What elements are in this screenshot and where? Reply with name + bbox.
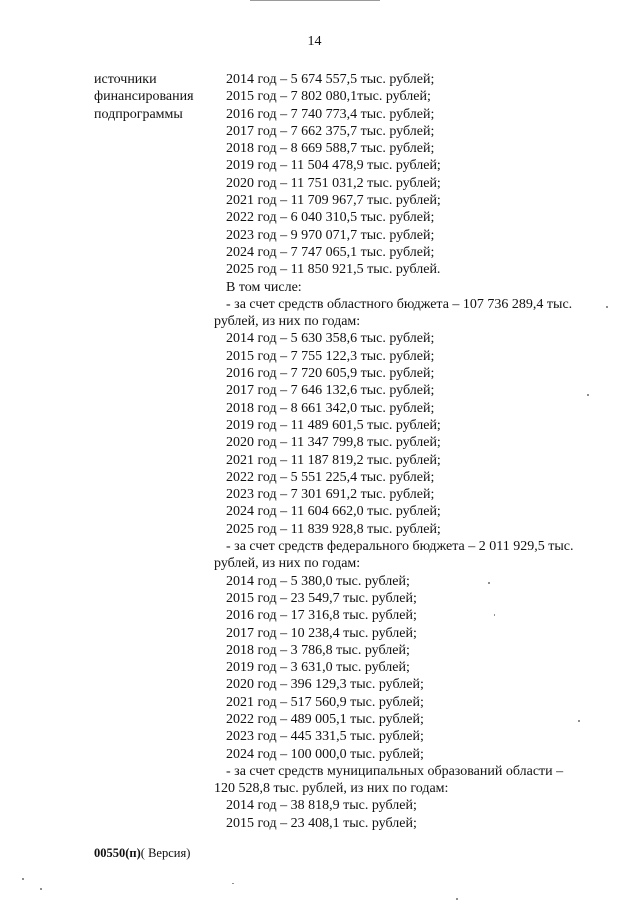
scan-speck [22, 878, 24, 880]
regional-year-line: 2018 год – 8 661 342,0 тыс. рублей; [226, 400, 435, 416]
scan-speck [578, 720, 580, 722]
funding-content [214, 71, 600, 832]
regional-budget-heading-cont: рублей, из них по годам: [214, 314, 361, 330]
regional-year-line: 2015 год – 7 755 122,3 тыс. рублей; [226, 348, 435, 364]
total-year-line: 2022 год – 6 040 310,5 тыс. рублей; [226, 210, 435, 226]
federal-year-line: 2023 год – 445 331,5 тыс. рублей; [226, 729, 424, 745]
regional-year-line: 2021 год – 11 187 819,2 тыс. рублей; [226, 452, 441, 468]
federal-year-line: 2021 год – 517 560,9 тыс. рублей; [226, 694, 424, 710]
page-number: 14 [307, 34, 322, 49]
regional-year-line: 2017 год – 7 646 132,6 тыс. рублей; [226, 383, 435, 399]
document-footer [94, 846, 190, 861]
regional-year-line: 2016 год – 7 720 605,9 тыс. рублей; [226, 366, 435, 382]
federal-year-line: 2016 год – 17 316,8 тыс. рублей; [226, 608, 417, 624]
scan-speck [587, 394, 589, 396]
federal-budget-heading: - за счет средств федерального бюджета – 2 011 929,5 тыс. [226, 539, 574, 555]
total-year-line: 2021 год – 11 709 967,7 тыс. рублей; [226, 193, 441, 209]
regional-budget-heading: - за счет средств областного бюджета – 107 736 289,4 тыс. [226, 296, 573, 312]
regional-year-line: 2014 год – 5 630 358,6 тыс. рублей; [226, 331, 435, 347]
total-year-line: 2024 год – 7 747 065,1 тыс. рублей; [226, 244, 435, 260]
regional-year-line: 2025 год – 11 839 928,8 тыс. рублей; [226, 521, 441, 537]
regional-year-line: 2019 год – 11 489 601,5 тыс. рублей; [226, 417, 441, 433]
section-label [94, 71, 214, 123]
total-year-line: 2015 год – 7 802 080,1тыс. рублей; [226, 89, 431, 105]
regional-year-line: 2023 год – 7 301 691,2 тыс. рублей; [226, 487, 435, 503]
section-label-line: источники [94, 72, 157, 87]
scan-speck [40, 888, 42, 890]
total-year-line: 2025 год – 11 850 921,5 тыс. рублей. [226, 262, 441, 278]
federal-year-line: 2019 год – 3 631,0 тыс. рублей; [226, 660, 410, 676]
federal-year-line: 2018 год – 3 786,8 тыс. рублей; [226, 642, 410, 658]
total-year-line: 2014 год – 5 674 557,5 тыс. рублей; [226, 72, 435, 87]
regional-year-line: 2024 год – 11 604 662,0 тыс. рублей; [226, 504, 441, 520]
total-year-line: 2017 год – 7 662 375,7 тыс. рублей; [226, 123, 435, 139]
section-label-line: финансирования [94, 89, 194, 105]
federal-year-line: 2014 год – 5 380,0 тыс. рублей; [226, 573, 410, 589]
federal-year-line: 2022 год – 489 005,1 тыс. рублей; [226, 711, 424, 727]
federal-year-line: 2017 год – 10 238,4 тыс. рублей; [226, 625, 417, 641]
municipal-year-line: 2015 год – 23 408,1 тыс. рублей; [226, 815, 417, 831]
scan-speck [232, 883, 234, 884]
federal-year-line: 2024 год – 100 000,0 тыс. рублей; [226, 746, 424, 762]
federal-year-line: 2015 год – 23 549,7 тыс. рублей; [226, 590, 417, 606]
document-version: ( Версия) [140, 846, 191, 860]
total-year-line: 2018 год – 8 669 588,7 тыс. рублей; [226, 141, 435, 157]
total-year-line: 2016 год – 7 740 773,4 тыс. рублей; [226, 106, 435, 122]
scan-speck [456, 898, 458, 900]
scan-speck [488, 582, 490, 584]
total-year-line: 2019 год – 11 504 478,9 тыс. рублей; [226, 158, 441, 174]
total-year-line: 2023 год – 9 970 071,7 тыс. рублей; [226, 227, 435, 243]
section-label-line: подпрограммы [94, 106, 183, 122]
document-code: 00550(п) [94, 846, 141, 860]
including-label: В том числе: [226, 279, 302, 295]
municipal-year-line: 2014 год – 38 818,9 тыс. рублей; [226, 798, 417, 814]
regional-year-line: 2020 год – 11 347 799,8 тыс. рублей; [226, 435, 441, 451]
federal-budget-heading-cont: рублей, из них по годам: [214, 556, 361, 572]
federal-year-line: 2020 год – 396 129,3 тыс. рублей; [226, 677, 424, 693]
municipal-budget-heading-cont: 120 528,8 тыс. рублей, из них по годам: [214, 781, 449, 797]
scan-speck [606, 306, 608, 308]
municipal-budget-heading: - за счет средств муниципальных образований области – [226, 763, 564, 779]
total-year-line: 2020 год – 11 751 031,2 тыс. рублей; [226, 175, 441, 191]
scan-speck [494, 614, 495, 616]
top-edge-mark [250, 0, 380, 1]
regional-year-line: 2022 год – 5 551 225,4 тыс. рублей; [226, 469, 435, 485]
